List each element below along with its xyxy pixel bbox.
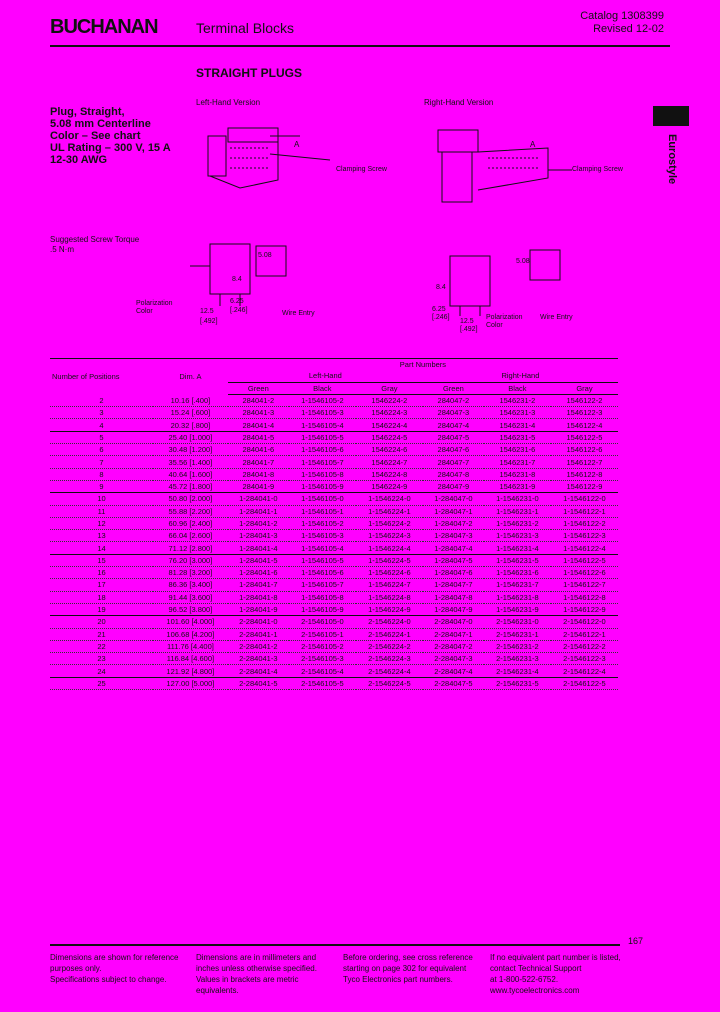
cell-positions: 19 (50, 603, 153, 615)
cell-dim-a: 45.72 [1.800] (153, 480, 228, 492)
cell-part-number: 2-284047-2 (423, 640, 484, 652)
cell-part-number: 1-1546122-5 (551, 554, 618, 566)
cell-part-number: 1-284047-7 (423, 579, 484, 591)
col-color: Black (289, 382, 356, 394)
cell-part-number: 1-284047-3 (423, 530, 484, 542)
cell-part-number: 1-284041-5 (228, 554, 289, 566)
table-row (50, 579, 618, 591)
footer-line: If no equivalent part number is listed, (490, 953, 621, 962)
cell-part-number: 284041-9 (228, 480, 289, 492)
cell-positions: 15 (50, 554, 153, 566)
page-header-title: Terminal Blocks (196, 20, 295, 36)
cell-dim-a: 111.76 [4.400] (153, 640, 228, 652)
cell-part-number: 1-1546224-7 (356, 579, 423, 591)
dim-d2-left: [.492] (200, 318, 218, 325)
cell-part-number: 284041-3 (228, 407, 289, 419)
table-row (50, 419, 618, 431)
cell-dim-a: 50.80 [2.000] (153, 493, 228, 505)
cell-part-number: 284047-3 (423, 407, 484, 419)
dim-a-left: A (294, 140, 300, 149)
dim-d3-right: 6.25 (432, 306, 446, 313)
table-row (50, 517, 618, 529)
cell-positions: 8 (50, 468, 153, 480)
cell-part-number: 1-1546231-4 (484, 542, 551, 554)
table-row (50, 394, 618, 406)
cell-part-number: 1-1546105-6 (289, 444, 356, 456)
side-tab-label: Eurostyle (666, 134, 678, 185)
clamping-screw-left: Clamping Screw (336, 166, 387, 173)
cell-part-number: 2-1546224-2 (356, 640, 423, 652)
cell-positions: 20 (50, 616, 153, 628)
cell-part-number: 2-284041-5 (228, 677, 289, 689)
cell-dim-a: 106.68 [4.200] (153, 628, 228, 640)
cell-part-number: 2-284047-0 (423, 616, 484, 628)
table-row (50, 603, 618, 615)
cell-part-number: 284047-2 (423, 394, 484, 406)
cell-part-number: 2-1546105-1 (289, 628, 356, 640)
cell-positions: 16 (50, 567, 153, 579)
brand-logo: BUCHANAN (50, 16, 158, 38)
table-row (50, 468, 618, 480)
cell-dim-a: 60.96 [2.400] (153, 517, 228, 529)
header-rule (50, 45, 670, 47)
cell-part-number: 1-1546231-5 (484, 554, 551, 566)
part-numbers-table (50, 358, 618, 690)
cell-positions: 10 (50, 493, 153, 505)
table-row (50, 456, 618, 468)
cell-positions: 22 (50, 640, 153, 652)
dim-d1-right: 12.5 (460, 318, 474, 325)
cell-part-number: 2-1546224-3 (356, 653, 423, 665)
table-row (50, 567, 618, 579)
cell-part-number: 1-284047-4 (423, 542, 484, 554)
col-color: Gray (356, 382, 423, 394)
torque-value: .5 N·m (50, 245, 74, 254)
cell-dim-a: 10.16 [.400] (153, 394, 228, 406)
footer-line: inches unless otherwise specified. (196, 964, 317, 973)
cell-part-number: 284041-7 (228, 456, 289, 468)
cell-part-number: 1-284047-5 (423, 554, 484, 566)
cell-part-number: 1546122-7 (551, 456, 618, 468)
cell-part-number: 2-284041-1 (228, 628, 289, 640)
col-part-numbers: Part Numbers (228, 359, 618, 371)
dim-d3-left: 6.25 (230, 298, 244, 305)
cell-positions: 4 (50, 419, 153, 431)
footer-line: Dimensions are in millimeters and (196, 953, 317, 962)
cell-dim-a: 35.56 [1.400] (153, 456, 228, 468)
cell-dim-a: 76.20 [3.000] (153, 554, 228, 566)
col-color: Green (228, 382, 289, 394)
cell-positions: 18 (50, 591, 153, 603)
cell-part-number: 1-1546105-3 (289, 407, 356, 419)
cell-positions: 17 (50, 579, 153, 591)
section-title: STRAIGHT PLUGS (196, 66, 303, 80)
cell-part-number: 1546231-5 (484, 431, 551, 443)
cell-part-number: 1-1546105-4 (289, 542, 356, 554)
cell-positions: 6 (50, 444, 153, 456)
revised-date: Revised 12-02 (593, 23, 664, 35)
right-hand-title: Right-Hand Version (424, 98, 494, 107)
cell-part-number: 1-1546224-9 (356, 603, 423, 615)
polarization-label: Polarization Color (136, 300, 173, 315)
cell-part-number: 284047-6 (423, 444, 484, 456)
table-row (50, 444, 618, 456)
wire-entry-right: Wire Entry (540, 314, 573, 321)
cell-part-number: 1-1546122-2 (551, 517, 618, 529)
cell-part-number: 1-1546105-7 (289, 579, 356, 591)
footer-line: Values in brackets are metric (196, 975, 299, 984)
clamping-screw-right: Clamping Screw (572, 166, 623, 173)
cell-part-number: 1546122-8 (551, 468, 618, 480)
cell-part-number: 2-284041-0 (228, 616, 289, 628)
dim-a-right: A (530, 140, 536, 149)
cell-part-number: 1-284041-4 (228, 542, 289, 554)
cell-part-number: 1-284041-8 (228, 591, 289, 603)
cell-part-number: 1-1546105-0 (289, 493, 356, 505)
cell-part-number: 2-1546105-4 (289, 665, 356, 677)
cell-part-number: 284047-9 (423, 480, 484, 492)
cell-positions: 25 (50, 677, 153, 689)
cell-part-number: 2-284041-4 (228, 665, 289, 677)
wire-entry-left: Wire Entry (282, 310, 315, 317)
cell-part-number: 1546224-8 (356, 468, 423, 480)
cell-part-number: 1-1546231-7 (484, 579, 551, 591)
cell-part-number: 1-1546224-5 (356, 554, 423, 566)
left-hand-drawing-iso (200, 118, 400, 198)
cell-part-number: 1-1546122-9 (551, 603, 618, 615)
cell-dim-a: 121.92 [4.800] (153, 665, 228, 677)
cell-part-number: 1-1546231-8 (484, 591, 551, 603)
cell-part-number: 2-1546122-3 (551, 653, 618, 665)
product-line-3: Color – See chart (50, 130, 141, 142)
cell-dim-a: 25.40 [1.000] (153, 431, 228, 443)
cell-positions: 9 (50, 480, 153, 492)
cell-part-number: 1546231-4 (484, 419, 551, 431)
col-right-hand: Right-Hand (423, 370, 618, 382)
cell-part-number: 2-284047-1 (423, 628, 484, 640)
col-left-hand: Left-Hand (228, 370, 423, 382)
cell-part-number: 1-284047-9 (423, 603, 484, 615)
cell-dim-a: 101.60 [4.000] (153, 616, 228, 628)
table-row (50, 554, 618, 566)
cell-part-number: 1-284047-6 (423, 567, 484, 579)
footer-line: at 1-800-522-6752. (490, 975, 559, 984)
cell-part-number: 1546122-6 (551, 444, 618, 456)
cell-part-number: 1-1546105-3 (289, 530, 356, 542)
cell-part-number: 2-1546122-4 (551, 665, 618, 677)
col-color: Gray (551, 382, 618, 394)
cell-part-number: 1-1546105-6 (289, 567, 356, 579)
table-row (50, 653, 618, 665)
cell-dim-a: 15.24 [.600] (153, 407, 228, 419)
cell-part-number: 284047-4 (423, 419, 484, 431)
cell-part-number: 1-1546105-8 (289, 591, 356, 603)
footer-line: Dimensions are shown for reference (50, 953, 179, 962)
cell-part-number: 2-1546224-0 (356, 616, 423, 628)
table-row (50, 431, 618, 443)
footer-line: purposes only. (50, 964, 102, 973)
catalog-info (580, 10, 664, 36)
cell-positions: 5 (50, 431, 153, 443)
cell-part-number: 2-1546122-5 (551, 677, 618, 689)
footer-line: www.tycoelectronics.com (490, 986, 580, 995)
table-row (50, 640, 618, 652)
cell-part-number: 2-284047-5 (423, 677, 484, 689)
cell-positions: 3 (50, 407, 153, 419)
table-row (50, 628, 618, 640)
footer-line: equivalents. (196, 986, 239, 995)
table-row (50, 665, 618, 677)
left-hand-title: Left-Hand Version (196, 98, 261, 107)
cell-part-number: 2-284041-3 (228, 653, 289, 665)
footer-rule (50, 944, 620, 946)
cell-part-number: 1-284041-1 (228, 505, 289, 517)
cell-part-number: 284047-7 (423, 456, 484, 468)
col-dim-a: Dim. A (153, 359, 228, 395)
dim-d1-left: 12.5 (200, 308, 214, 315)
cell-part-number: 1-1546105-1 (289, 505, 356, 517)
cell-part-number: 1-284041-2 (228, 517, 289, 529)
torque-label: Suggested Screw Torque (50, 235, 140, 244)
table-row (50, 493, 618, 505)
cell-part-number: 284041-6 (228, 444, 289, 456)
footer-col-1 (50, 952, 179, 985)
cell-part-number: 2-1546224-4 (356, 665, 423, 677)
cell-part-number: 2-1546224-1 (356, 628, 423, 640)
cell-part-number: 1-1546122-1 (551, 505, 618, 517)
cell-part-number: 1-1546224-3 (356, 530, 423, 542)
cell-part-number: 1546224-9 (356, 480, 423, 492)
cell-part-number: 1-1546122-7 (551, 579, 618, 591)
cell-positions: 13 (50, 530, 153, 542)
cell-part-number: 1546224-5 (356, 431, 423, 443)
dim-depth-right: 8.4 (436, 284, 446, 291)
cell-part-number: 1-284047-2 (423, 517, 484, 529)
cell-dim-a: 81.28 [3.200] (153, 567, 228, 579)
cell-part-number: 284041-4 (228, 419, 289, 431)
left-hand-drawing-side (180, 236, 330, 316)
cell-part-number: 1546122-4 (551, 419, 618, 431)
cell-part-number: 2-1546231-4 (484, 665, 551, 677)
cell-part-number: 1-1546105-7 (289, 456, 356, 468)
cell-part-number: 1-1546231-3 (484, 530, 551, 542)
cell-part-number: 1546231-8 (484, 468, 551, 480)
cell-positions: 7 (50, 456, 153, 468)
col-positions: Number of Positions (50, 359, 153, 395)
cell-part-number: 1-1546231-6 (484, 567, 551, 579)
cell-part-number: 1546224-4 (356, 419, 423, 431)
cell-part-number: 1546224-2 (356, 394, 423, 406)
product-line-1: Plug, Straight, (50, 106, 125, 118)
cell-part-number: 1546231-3 (484, 407, 551, 419)
cell-part-number: 1546231-7 (484, 456, 551, 468)
table-row (50, 616, 618, 628)
torque-spec (50, 235, 139, 255)
cell-part-number: 2-284041-2 (228, 640, 289, 652)
cell-part-number: 1-1546122-6 (551, 567, 618, 579)
cell-part-number: 1546224-6 (356, 444, 423, 456)
cell-part-number: 2-1546231-0 (484, 616, 551, 628)
cell-dim-a: 66.04 [2.600] (153, 530, 228, 542)
footer-col-3 (343, 952, 473, 985)
cell-part-number: 1546224-7 (356, 456, 423, 468)
cell-dim-a: 30.48 [1.200] (153, 444, 228, 456)
cell-dim-a: 55.88 [2.200] (153, 505, 228, 517)
cell-part-number: 1-1546105-9 (289, 603, 356, 615)
cell-part-number: 2-284047-3 (423, 653, 484, 665)
dim-depth-left: 8.4 (232, 276, 242, 283)
catalog-number: Catalog 1308399 (580, 10, 664, 22)
cell-part-number: 1-1546231-0 (484, 493, 551, 505)
product-line-5: 12-30 AWG (50, 154, 108, 166)
table-row (50, 505, 618, 517)
cell-part-number: 1-1546105-2 (289, 394, 356, 406)
cell-part-number: 1546122-5 (551, 431, 618, 443)
cell-dim-a: 71.12 [2.800] (153, 542, 228, 554)
footer-col-2 (196, 952, 317, 996)
dim-d2-right: [.492] (460, 326, 478, 333)
cell-part-number: 1-1546105-5 (289, 431, 356, 443)
cell-part-number: 1-284047-8 (423, 591, 484, 603)
table-row (50, 591, 618, 603)
product-line-2: 5.08 mm Centerline (50, 118, 151, 130)
cell-dim-a: 20.32 [.800] (153, 419, 228, 431)
page-number: 167 (628, 936, 644, 946)
cell-part-number: 284041-2 (228, 394, 289, 406)
dim-d4-left: [.246] (230, 307, 248, 314)
cell-dim-a: 91.44 [3.600] (153, 591, 228, 603)
cell-part-number: 2-1546231-5 (484, 677, 551, 689)
cell-part-number: 1-1546231-9 (484, 603, 551, 615)
cell-part-number: 1-1546224-0 (356, 493, 423, 505)
cell-part-number: 1-284041-7 (228, 579, 289, 591)
product-line-4: UL Rating – 300 V, 15 A (50, 142, 171, 154)
cell-part-number: 1-1546105-5 (289, 554, 356, 566)
dim-height-left: 5.08 (258, 252, 272, 259)
cell-positions: 12 (50, 517, 153, 529)
cell-part-number: 284041-5 (228, 431, 289, 443)
cell-part-number: 1-1546231-2 (484, 517, 551, 529)
col-color: Black (484, 382, 551, 394)
cell-part-number: 2-1546231-1 (484, 628, 551, 640)
cell-part-number: 284041-8 (228, 468, 289, 480)
footer-line: Tyco Electronics part numbers. (343, 975, 453, 984)
cell-part-number: 1-1546105-2 (289, 517, 356, 529)
cell-part-number: 1-284047-1 (423, 505, 484, 517)
cell-part-number: 2-1546224-5 (356, 677, 423, 689)
table-row (50, 407, 618, 419)
cell-dim-a: 86.36 [3.400] (153, 579, 228, 591)
cell-dim-a: 40.64 [1.600] (153, 468, 228, 480)
cell-part-number: 1-1546122-8 (551, 591, 618, 603)
cell-part-number: 1-284041-9 (228, 603, 289, 615)
cell-part-number: 1546224-3 (356, 407, 423, 419)
cell-part-number: 2-1546105-2 (289, 640, 356, 652)
col-color: Green (423, 382, 484, 394)
cell-part-number: 2-284047-4 (423, 665, 484, 677)
table-row (50, 480, 618, 492)
cell-positions: 2 (50, 394, 153, 406)
cell-part-number: 2-1546105-3 (289, 653, 356, 665)
cell-part-number: 1-1546105-8 (289, 468, 356, 480)
cell-part-number: 1546231-2 (484, 394, 551, 406)
cell-part-number: 284047-5 (423, 431, 484, 443)
polarization-label-right: Polarization Color (486, 314, 523, 329)
cell-part-number: 1-1546224-6 (356, 567, 423, 579)
cell-dim-a: 127.00 [5.000] (153, 677, 228, 689)
dim-d4-right: [.246] (432, 314, 450, 321)
cell-part-number: 2-1546231-3 (484, 653, 551, 665)
cell-part-number: 1-1546122-4 (551, 542, 618, 554)
footer-col-4 (490, 952, 621, 996)
cell-positions: 11 (50, 505, 153, 517)
cell-part-number: 2-1546105-5 (289, 677, 356, 689)
cell-part-number: 1546122-2 (551, 394, 618, 406)
footer-line: Before ordering, see cross reference (343, 953, 473, 962)
cell-part-number: 1-1546122-3 (551, 530, 618, 542)
cell-part-number: 1-1546105-4 (289, 419, 356, 431)
product-description (50, 106, 171, 166)
cell-part-number: 1546231-6 (484, 444, 551, 456)
cell-part-number: 1-1546224-8 (356, 591, 423, 603)
cell-part-number: 2-1546122-2 (551, 640, 618, 652)
right-hand-drawing-side (430, 236, 580, 316)
cell-part-number: 1-284041-0 (228, 493, 289, 505)
cell-part-number: 2-1546122-1 (551, 628, 618, 640)
table-row (50, 542, 618, 554)
cell-part-number: 1-284041-3 (228, 530, 289, 542)
cell-part-number: 284047-8 (423, 468, 484, 480)
dim-height-right: 5.08 (516, 258, 530, 265)
side-tab-marker (653, 106, 689, 126)
footer-line: Specifications subject to change. (50, 975, 167, 984)
table-row (50, 677, 618, 689)
cell-part-number: 1546122-9 (551, 480, 618, 492)
cell-part-number: 1-284047-0 (423, 493, 484, 505)
cell-part-number: 1-1546105-9 (289, 480, 356, 492)
cell-part-number: 1-1546224-1 (356, 505, 423, 517)
cell-part-number: 1-1546224-4 (356, 542, 423, 554)
cell-part-number: 1546231-9 (484, 480, 551, 492)
cell-positions: 21 (50, 628, 153, 640)
cell-part-number: 2-1546231-2 (484, 640, 551, 652)
cell-part-number: 2-1546105-0 (289, 616, 356, 628)
footer-line: contact Technical Support (490, 964, 582, 973)
cell-part-number: 1-284041-6 (228, 567, 289, 579)
table-row (50, 530, 618, 542)
cell-dim-a: 96.52 [3.800] (153, 603, 228, 615)
footer-line: starting on page 302 for equivalent (343, 964, 467, 973)
cell-dim-a: 116.84 [4.600] (153, 653, 228, 665)
cell-part-number: 1-1546231-1 (484, 505, 551, 517)
cell-positions: 14 (50, 542, 153, 554)
cell-part-number: 1-1546122-0 (551, 493, 618, 505)
cell-part-number: 1546122-3 (551, 407, 618, 419)
cell-part-number: 1-1546224-2 (356, 517, 423, 529)
cell-positions: 23 (50, 653, 153, 665)
cell-part-number: 2-1546122-0 (551, 616, 618, 628)
cell-positions: 24 (50, 665, 153, 677)
